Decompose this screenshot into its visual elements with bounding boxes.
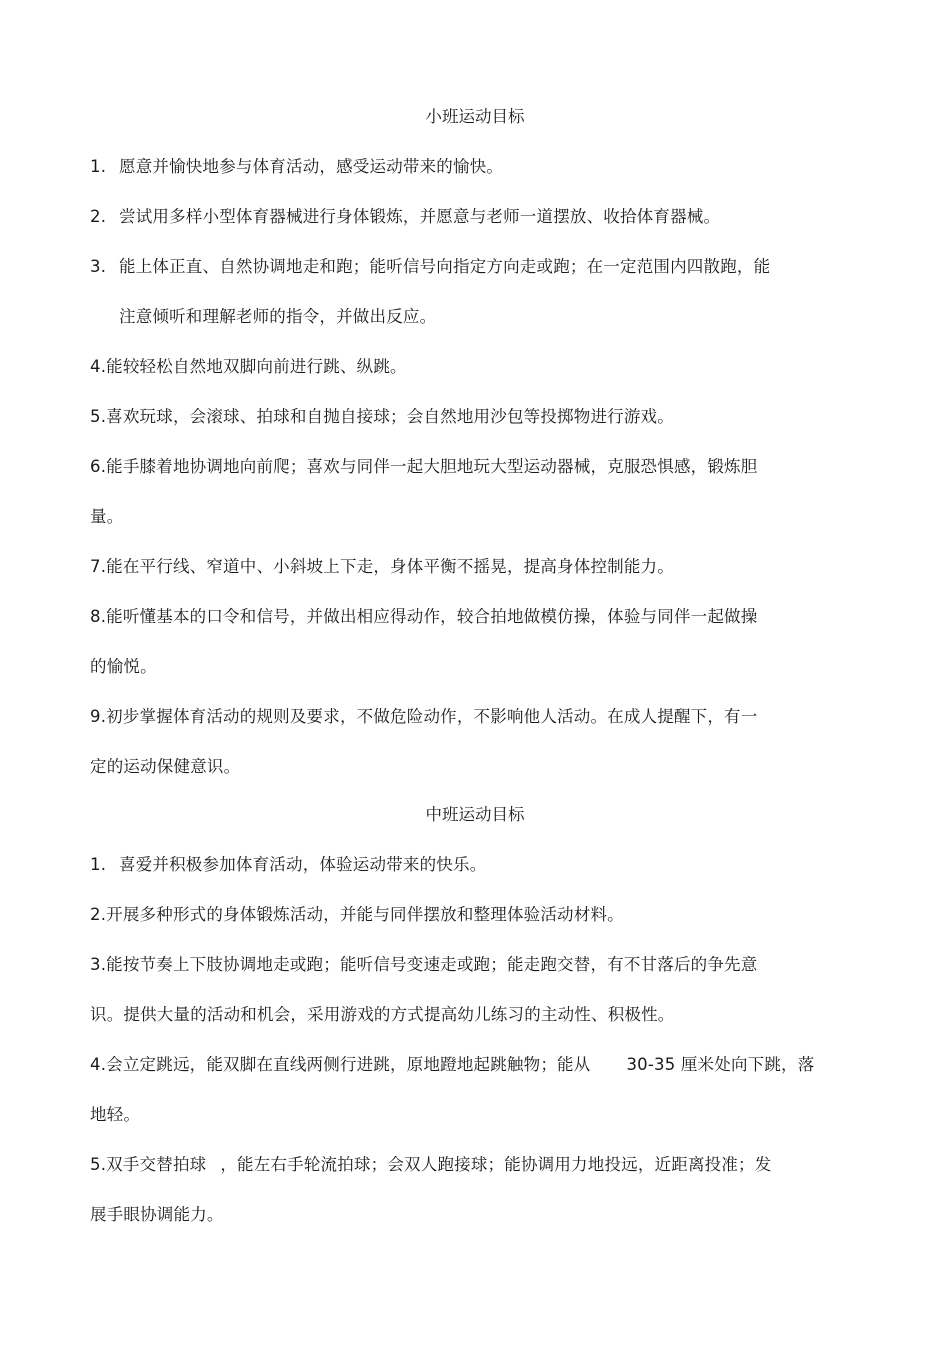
item-text: 喜爱并积极参加体育活动，体验运动带来的快乐。 xyxy=(119,855,487,874)
middle-item-1 xyxy=(90,854,486,876)
small-class-title: 小班运动目标 xyxy=(425,107,525,126)
item-number: 1. xyxy=(90,855,107,874)
small-item-3 xyxy=(90,256,770,278)
item-number: 3. xyxy=(90,257,107,276)
middle-item-3-cont: 识。提供大量的活动和机会，采用游戏的方式提高幼儿练习的主动性、积极性。 xyxy=(90,1005,675,1024)
small-item-2 xyxy=(90,206,720,228)
middle-item-2: 2.开展多种形式的身体锻炼活动，并能与同伴摆放和整理体验活动材料。 xyxy=(90,905,624,924)
middle-item-4-cont: 地轻。 xyxy=(90,1105,141,1124)
item-number: 2. xyxy=(90,207,107,226)
small-item-9-cont: 定的运动保健意识。 xyxy=(90,757,241,776)
middle-item-4 xyxy=(90,1054,814,1076)
middle-item-5 xyxy=(90,1154,771,1176)
small-item-8-cont: 的愉悦。 xyxy=(90,657,157,676)
small-item-5: 5.喜欢玩球，会滚球、拍球和自抛自接球；会自然地用沙包等投掷物进行游戏。 xyxy=(90,407,674,426)
small-item-4: 4.能较轻松自然地双脚向前进行跳、纵跳。 xyxy=(90,357,407,376)
small-item-8: 8.能听懂基本的口令和信号，并做出相应得动作，较合拍地做模仿操，体验与同伴一起做操 xyxy=(90,607,758,626)
item-text: 愿意并愉快地参与体育活动，感受运动带来的愉快。 xyxy=(119,157,504,176)
middle-item-5-cont: 展手眼协调能力。 xyxy=(90,1205,224,1224)
small-item-6: 6.能手膝着地协调地向前爬；喜欢与同伴一起大胆地玩大型运动器械，克服恐惧感，锻炼胆 xyxy=(90,457,758,476)
middle-class-title: 中班运动目标 xyxy=(425,805,525,824)
small-item-1 xyxy=(90,156,503,178)
item-text-part-1: 5.双手交替拍球 xyxy=(90,1155,207,1174)
small-item-6-cont: 量。 xyxy=(90,507,124,526)
middle-item-3: 3.能按节奏上下肢协调地走或跑；能听信号变速走或跑；能走跑交替，有不甘落后的争先意 xyxy=(90,955,758,974)
small-item-9: 9.初步掌握体育活动的规则及要求，不做危险动作，不影响他人活动。在成人提醒下，有一 xyxy=(90,707,758,726)
item-text-part-2: ，能左右手轮流拍球；会双人跑接球；能协调用力地投远，近距离投准；发 xyxy=(220,1155,772,1174)
small-item-3-cont: 注意倾听和理解老师的指令，并做出反应。 xyxy=(119,307,437,326)
item-text-part-2: 30-35 厘米处向下跳，落 xyxy=(626,1055,815,1074)
small-item-7: 7.能在平行线、窄道中、小斜坡上下走，身体平衡不摇晃，提高身体控制能力。 xyxy=(90,557,674,576)
item-number: 1. xyxy=(90,157,107,176)
item-text: 能上体正直、自然协调地走和跑；能听信号向指定方向走或跑；在一定范围内四散跑，能 xyxy=(119,257,771,276)
item-text-part-1: 4.会立定跳远，能双脚在直线两侧行进跳，原地蹬地起跳触物；能从 xyxy=(90,1055,591,1074)
item-text: 尝试用多样小型体育器械进行身体锻炼，并愿意与老师一道摆放、收拾体育器械。 xyxy=(119,207,721,226)
